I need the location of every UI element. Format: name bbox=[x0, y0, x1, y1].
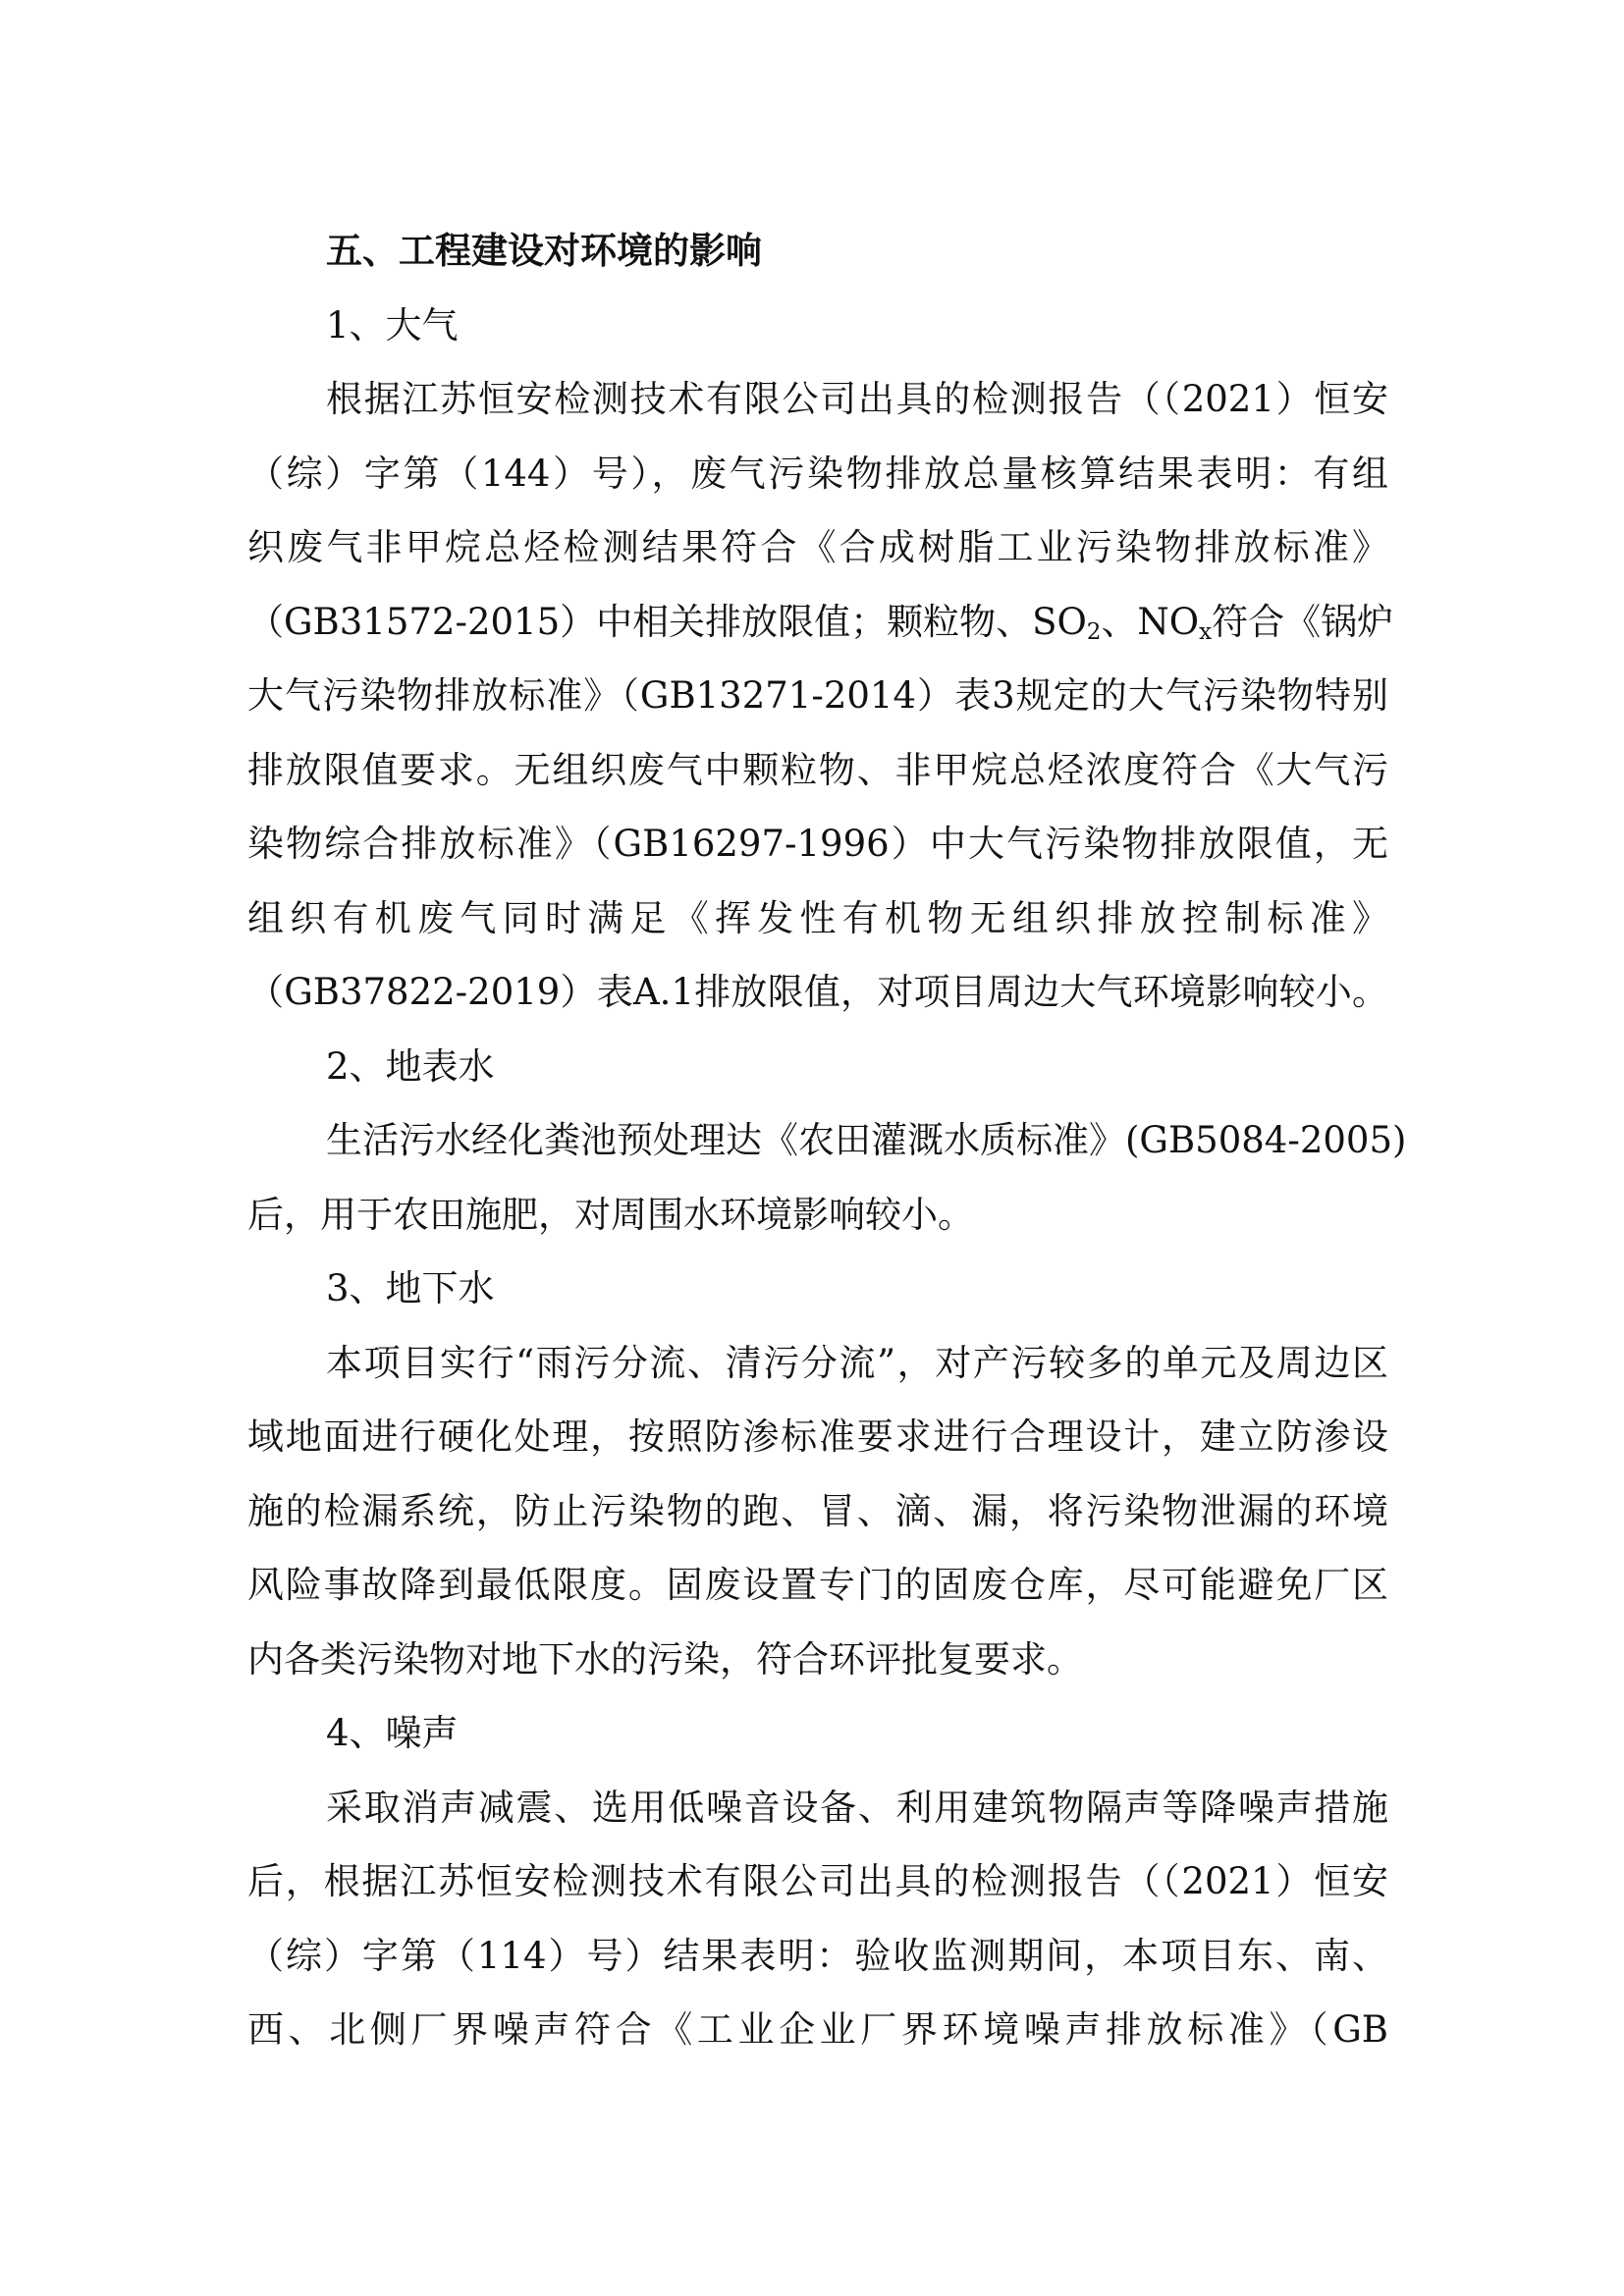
noise-paragraph-line-2: 后，根据江苏恒安检测技术有限公司出具的检测报告（（2021）恒安 bbox=[247, 1860, 1388, 1902]
air-paragraph-line-3: 织废气非甲烷总烃检测结果符合《合成树脂工业污染物排放标准》 bbox=[247, 526, 1388, 568]
surface-water-paragraph-line-1: 生活污水经化粪池预处理达《农田灌溉水质标准》(GB5084-2005) bbox=[326, 1119, 1407, 1161]
air-line-4-text-a: （GB31572-2015）中相关排放限值；颗粒物、SO bbox=[247, 600, 1087, 643]
groundwater-paragraph-line-5: 内各类污染物对地下水的污染，符合环评批复要求。 bbox=[247, 1637, 1083, 1681]
air-paragraph-line-2: （综）字第（144）号），废气污染物排放总量核算结果表明：有组 bbox=[247, 452, 1388, 495]
air-heading: 1、大气 bbox=[326, 303, 459, 347]
section-title: 五、工程建设对环境的影响 bbox=[326, 230, 762, 272]
noise-heading: 4、噪声 bbox=[326, 1712, 459, 1754]
so2-subscript: 2 bbox=[1086, 618, 1102, 645]
groundwater-section bbox=[247, 1252, 1388, 1696]
air-line-4-text-c: 符合《锅炉 bbox=[1212, 600, 1394, 643]
noise-paragraph-line-1: 采取消声减震、选用低噪音设备、利用建筑物隔声等降噪声措施 bbox=[326, 1786, 1388, 1829]
noise-paragraph-line-3: （综）字第（114）号）结果表明：验收监测期间，本项目东、南、 bbox=[247, 1934, 1388, 1977]
surface-water-paragraph-line-2: 后，用于农田施肥，对周围水环境影响较小。 bbox=[247, 1193, 974, 1236]
groundwater-paragraph-line-4: 风险事故降到最低限度。固废设置专门的固废仓库，尽可能避免厂区 bbox=[247, 1564, 1388, 1606]
air-section bbox=[247, 289, 1394, 1030]
air-paragraph-line-7: 染物综合排放标准》（GB16297-1996）中大气污染物排放限值，无 bbox=[247, 823, 1388, 865]
air-paragraph-line-6: 排放限值要求。无组织废气中颗粒物、非甲烷总烃浓度符合《大气污 bbox=[247, 748, 1388, 791]
groundwater-heading: 3、地下水 bbox=[326, 1267, 495, 1309]
groundwater-paragraph-line-2: 域地面进行硬化处理，按照防渗标准要求进行合理设计，建立防渗设 bbox=[247, 1415, 1388, 1458]
groundwater-paragraph-line-1: 本项目实行“雨污分流、清污分流”，对产污较多的单元及周边区 bbox=[326, 1341, 1388, 1384]
air-paragraph-line-1: 根据江苏恒安检测技术有限公司出具的检测报告（（2021）恒安 bbox=[326, 378, 1388, 420]
air-paragraph-line-9: （GB37822-2019）表A.1排放限值，对项目周边大气环境影响较小。 bbox=[247, 971, 1388, 1013]
noise-section bbox=[247, 1696, 1388, 2067]
noise-paragraph-line-4: 西、北侧厂界噪声符合《工业企业厂界环境噪声排放标准》（GB bbox=[247, 2008, 1388, 2051]
groundwater-paragraph-line-3: 施的检漏系统，防止污染物的跑、冒、滴、漏，将污染物泄漏的环境 bbox=[247, 1489, 1388, 1532]
air-paragraph-line-8: 组织有机废气同时满足《挥发性有机物无组织排放控制标准》 bbox=[247, 896, 1388, 939]
air-line-4-text-b: 、NO bbox=[1101, 600, 1200, 643]
surface-water-section bbox=[247, 1030, 1407, 1253]
nox-subscript: x bbox=[1199, 618, 1213, 645]
air-paragraph-line-4 bbox=[247, 585, 1394, 660]
air-paragraph-line-5: 大气污染物排放标准》（GB13271-2014）表3规定的大气污染物特别 bbox=[247, 674, 1388, 717]
surface-water-heading: 2、地表水 bbox=[326, 1044, 495, 1088]
